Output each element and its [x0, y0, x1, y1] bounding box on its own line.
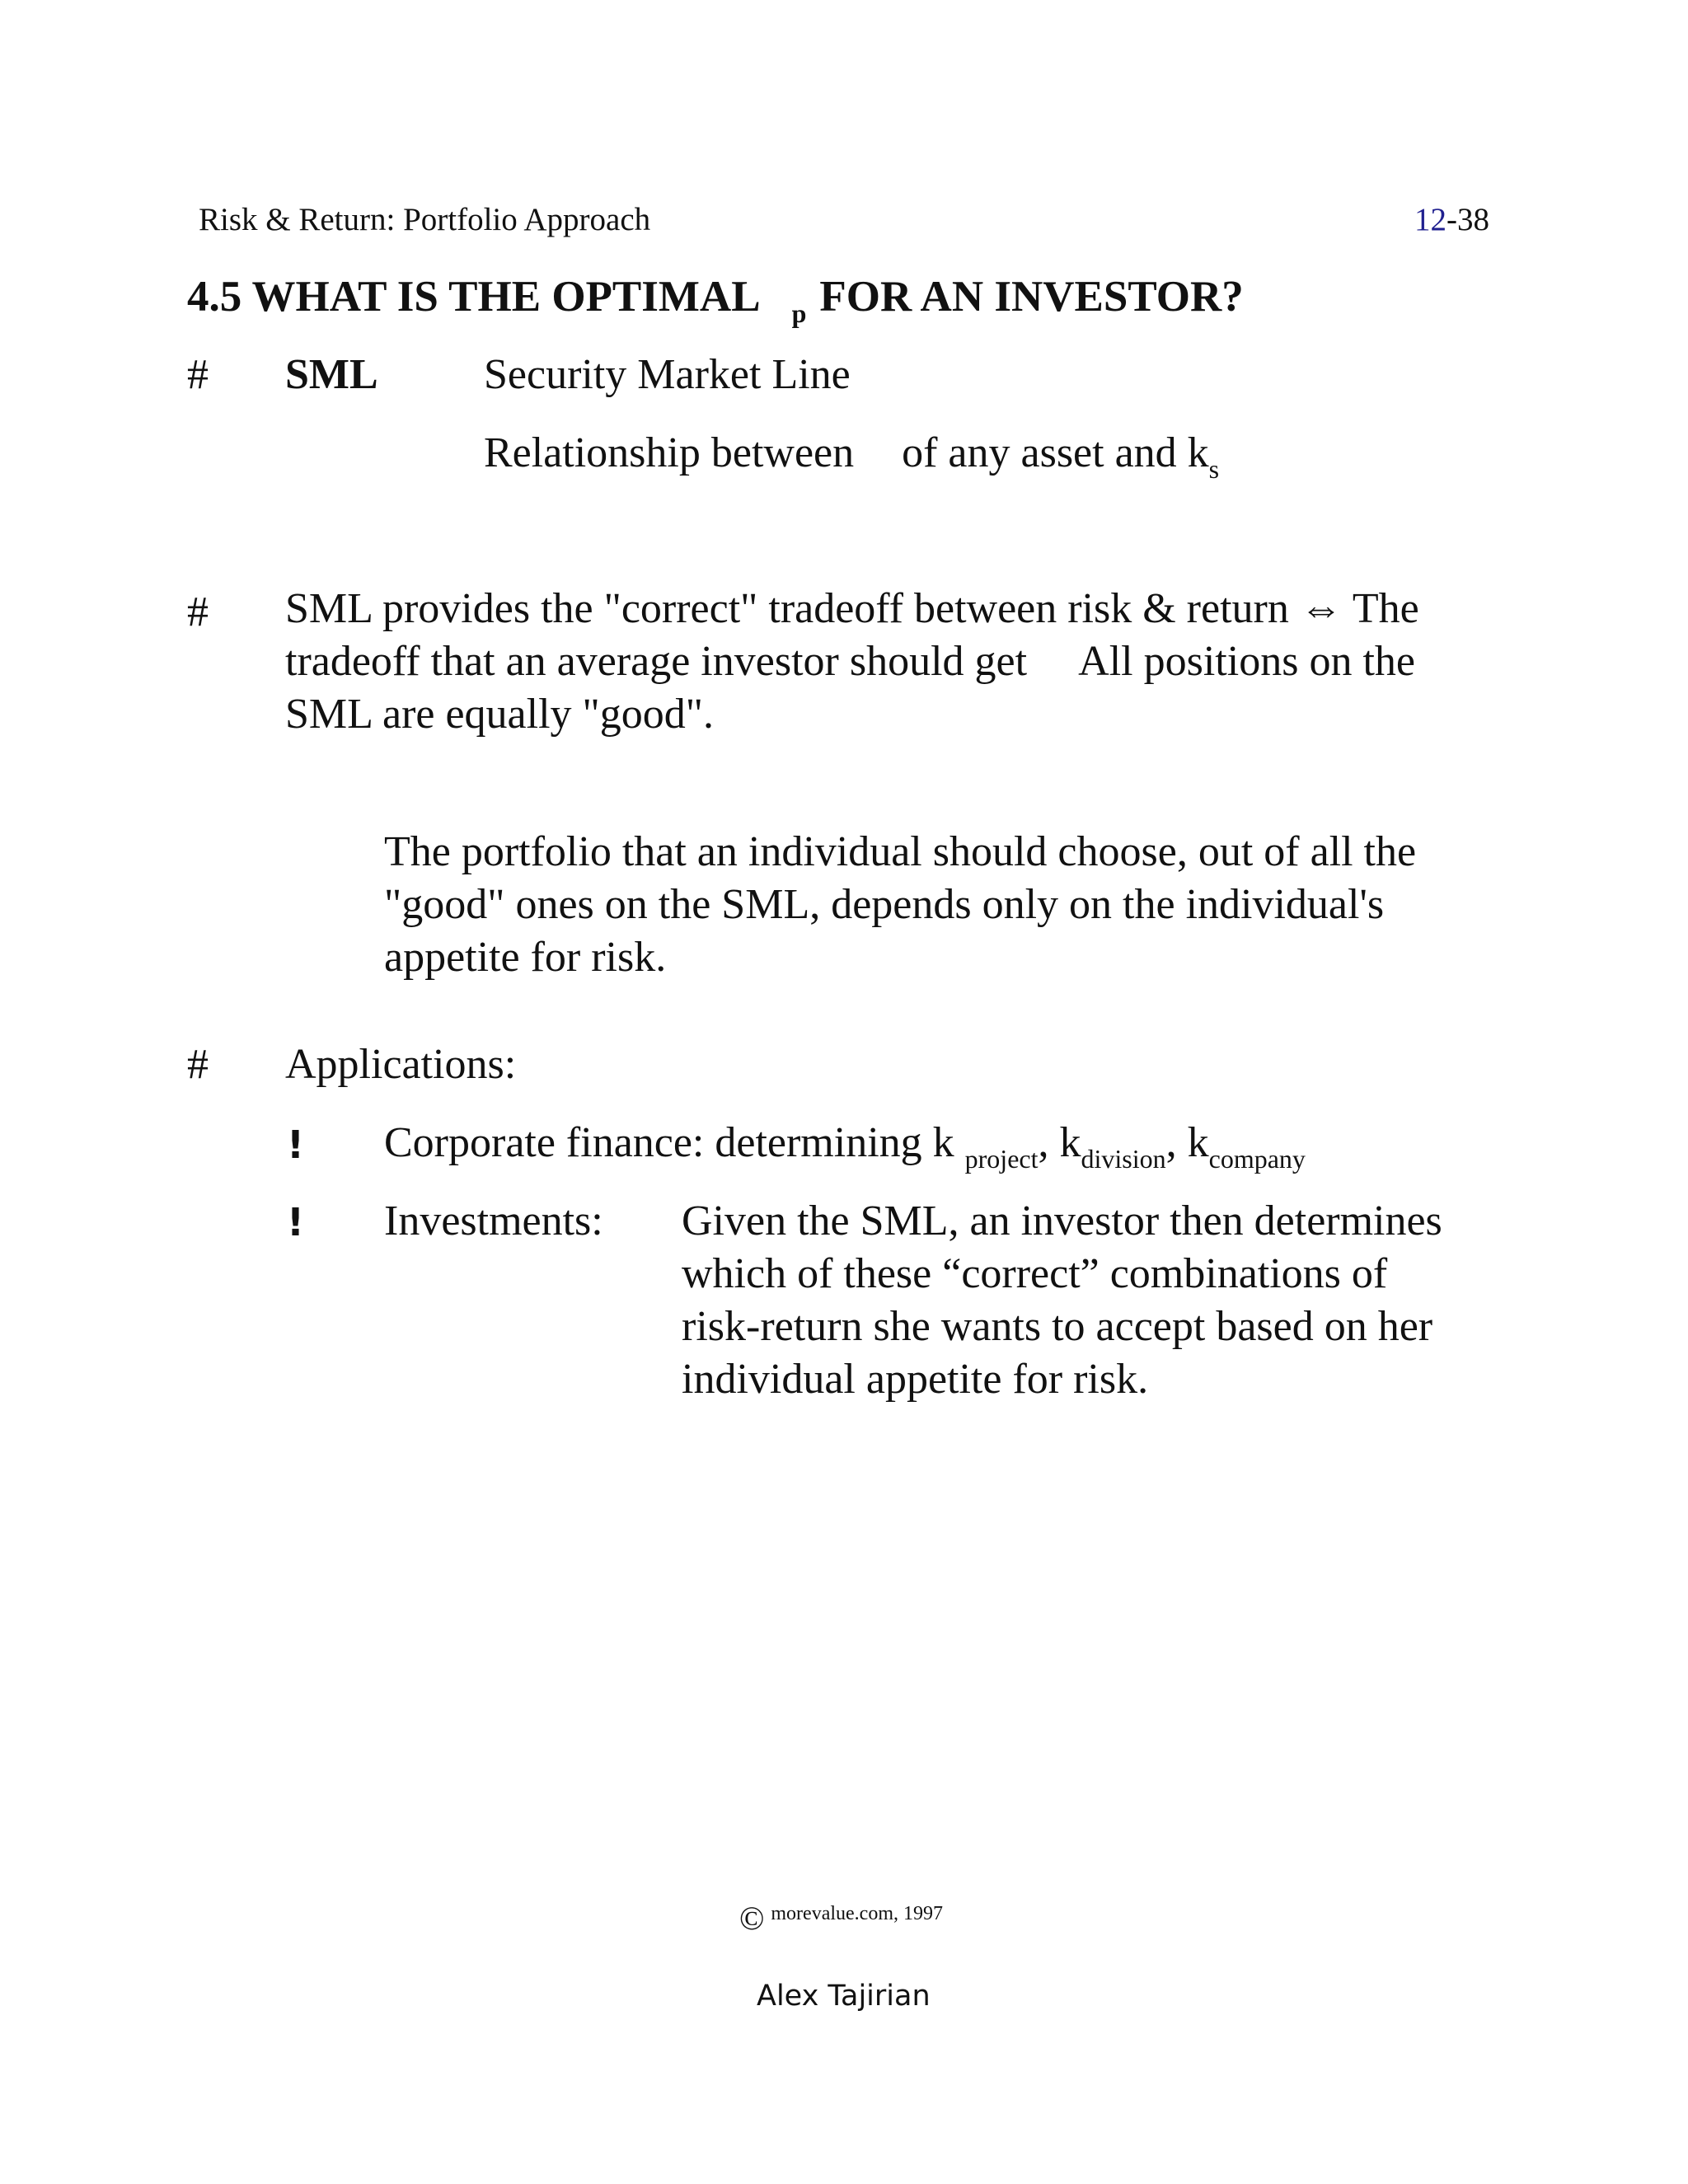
exclamation-marker-investments: !: [287, 1200, 304, 1244]
subscript-company: company: [1208, 1144, 1306, 1174]
copyright-notice: [739, 1899, 943, 1938]
sml-relationship-part1: Relationship between: [484, 429, 855, 476]
applications-heading: Applications:: [285, 1041, 517, 1088]
copyright-text: morevalue.com, 1997: [771, 1903, 943, 1924]
portfolio-paragraph: [384, 826, 1416, 984]
investments-label: Investments:: [384, 1197, 603, 1244]
page-number: [1414, 201, 1489, 238]
sml-relationship-part2: of any asset and k: [902, 429, 1209, 476]
investments-line: risk-return she wants to accept based on her: [682, 1303, 1433, 1350]
bullet-marker-tradeoff: #: [187, 588, 209, 635]
tradeoff-line: SML provides the "correct" tradeoff between risk & return ⇔ The: [285, 585, 1419, 632]
bullet-marker-sml: #: [187, 351, 209, 398]
sml-definition: Security Market Line: [484, 351, 851, 398]
section-title-subscript: p: [791, 298, 807, 328]
portfolio-line: appetite for risk.: [384, 934, 667, 981]
investments-line: Given the SML, an investor then determines: [682, 1197, 1442, 1244]
portfolio-line: "good" ones on the SML, depends only on the individual's: [384, 881, 1385, 928]
subscript-project: project: [964, 1144, 1039, 1174]
tradeoff-line: SML are equally "good".: [285, 691, 714, 738]
exclamation-marker-corporate: !: [287, 1122, 304, 1167]
section-title: [187, 272, 1244, 329]
investments-line: which of these “correct” combinations of: [682, 1250, 1388, 1297]
tradeoff-line: tradeoff that an average investor should get All positions on the: [285, 638, 1415, 685]
corporate-text: Corporate finance: determining k: [384, 1119, 954, 1166]
subscript-division: division: [1081, 1144, 1166, 1174]
separator: , k: [1038, 1119, 1081, 1166]
copyright-icon: ©: [739, 1900, 765, 1937]
sml-label: SML: [285, 351, 378, 398]
tradeoff-paragraph: [285, 583, 1419, 741]
bullet-marker-applications: #: [187, 1041, 209, 1088]
investments-line: individual appetite for risk.: [682, 1356, 1149, 1403]
section-title-part2: FOR AN INVESTOR?: [819, 273, 1244, 321]
sml-relationship: [484, 429, 1219, 485]
author-name: Alex Tajirian: [757, 1980, 931, 2013]
page-suffix: -38: [1447, 202, 1489, 237]
chapter-number: 12: [1414, 202, 1447, 237]
sml-relationship-subscript: s: [1208, 454, 1220, 484]
separator: , k: [1165, 1119, 1209, 1166]
investments-description: [682, 1195, 1442, 1406]
portfolio-line: The portfolio that an individual should choose, out of all the: [384, 828, 1417, 875]
running-header-title: Risk & Return: Portfolio Approach: [199, 202, 651, 237]
section-title-part1: 4.5 WHAT IS THE OPTIMAL: [187, 273, 761, 321]
corporate-finance-item: [384, 1118, 1306, 1174]
